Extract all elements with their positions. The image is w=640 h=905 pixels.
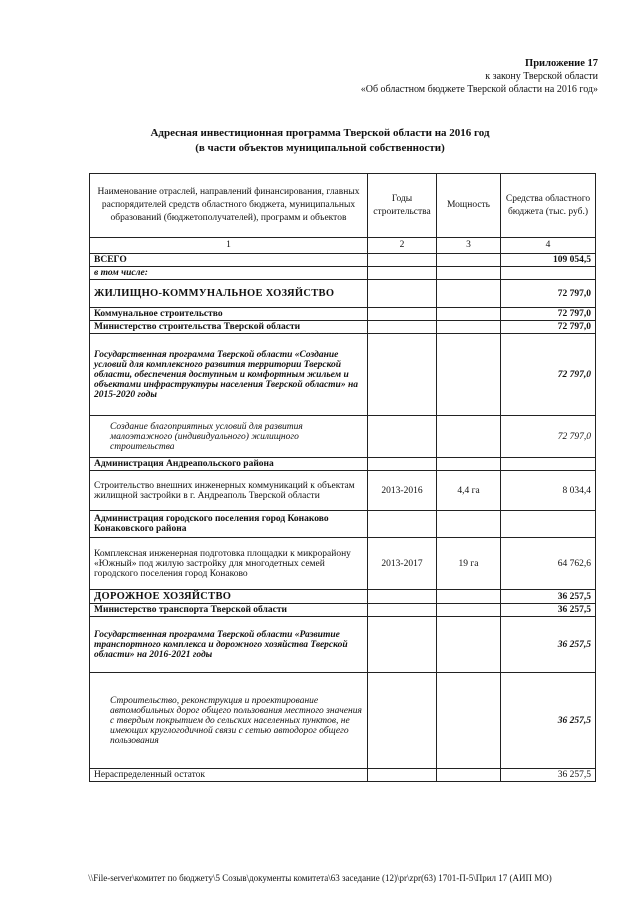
row-capacity xyxy=(437,604,501,617)
table-row-administration xyxy=(90,458,596,471)
row-capacity xyxy=(437,673,501,769)
row-years xyxy=(368,590,437,604)
row-years xyxy=(368,769,437,782)
row-capacity: 19 га xyxy=(437,538,501,590)
table-row-program xyxy=(90,617,596,673)
appendix-law-title: «Об областном бюджете Тверской области на 2016 год» xyxy=(360,84,598,95)
table-row-including xyxy=(90,267,596,280)
table-row-program xyxy=(90,334,596,416)
row-name: Государственная программа Тверской области «Создание условий для комплексного развития территории Тверской области, обеспечения доступным и комфортным жильем и объектами инфраструктуры населения Тверской области» на 2015-2020 годы xyxy=(90,334,368,416)
row-capacity xyxy=(437,458,501,471)
row-years xyxy=(368,308,437,321)
row-years xyxy=(368,321,437,334)
row-years xyxy=(368,511,437,538)
row-years xyxy=(368,604,437,617)
row-amount xyxy=(501,267,596,280)
table-row-subsection xyxy=(90,308,596,321)
row-amount: 72 797,0 xyxy=(501,308,596,321)
row-capacity xyxy=(437,254,501,267)
column-number: 4 xyxy=(501,238,596,254)
column-header-years: Годы строительства xyxy=(368,174,437,238)
row-amount: 72 797,0 xyxy=(501,334,596,416)
column-number: 1 xyxy=(90,238,368,254)
row-capacity xyxy=(437,267,501,280)
column-header-name: Наименование отраслей, направлений финансирования, главных распорядителей средств областного бюджета, муниципальных образований (бюджетополучателей), программ и объектов xyxy=(90,174,368,238)
row-capacity xyxy=(437,769,501,782)
column-header-capacity: Мощность xyxy=(437,174,501,238)
table-row-measure xyxy=(90,673,596,769)
row-years xyxy=(368,334,437,416)
row-amount xyxy=(501,511,596,538)
row-capacity xyxy=(437,617,501,673)
table-row-unallocated xyxy=(90,769,596,782)
table-row-section xyxy=(90,590,596,604)
table-row-measure xyxy=(90,416,596,458)
table-row-object xyxy=(90,471,596,511)
row-name: Министерство транспорта Тверской области xyxy=(90,604,368,617)
row-amount: 72 797,0 xyxy=(501,321,596,334)
column-header-amount: Средства областного бюджета (тыс. руб.) xyxy=(501,174,596,238)
title-line-1: Адресная инвестиционная программа Тверской области на 2016 год xyxy=(150,127,490,139)
row-years xyxy=(368,458,437,471)
row-name: Строительство внешних инженерных коммуникаций к объектам жилищной застройки в г. Андреаполь Тверской области xyxy=(90,471,368,511)
row-capacity xyxy=(437,511,501,538)
row-name: Администрация Андреапольского района xyxy=(90,458,368,471)
row-name: Министерство строительства Тверской области xyxy=(90,321,368,334)
appendix-header xyxy=(361,57,598,96)
investment-table xyxy=(89,173,596,782)
row-capacity xyxy=(437,334,501,416)
row-name: Строительство, реконструкция и проектирование автомобильных дорог общего пользования местного значения с твердым покрытием до сельских населенных пунктов, не имеющих круглогодичной связи с сетью автодорог общего пользования xyxy=(90,673,368,769)
row-name: Комплексная инженерная подготовка площадки к микрорайону «Южный» под жилую застройку для многодетных семей городского поселения город Конаково xyxy=(90,538,368,590)
row-name: ЖИЛИЩНО-КОММУНАЛЬНОЕ ХОЗЯЙСТВО xyxy=(90,280,368,308)
row-name: Государственная программа Тверской области «Развитие транспортного комплекса и дорожного хозяйства Тверской области» на 2016-2021 годы xyxy=(90,617,368,673)
row-name: Коммунальное строительство xyxy=(90,308,368,321)
row-years xyxy=(368,673,437,769)
appendix-law: к закону Тверской области xyxy=(485,71,598,82)
row-years xyxy=(368,617,437,673)
file-path-footer: \\File-server\комитет по бюджету\5 Созыв\документы комитета\63 заседание (12)\pr\zpr(63) 1701-П-5\Прил 17 (АИП МО) xyxy=(88,873,552,883)
row-years: 2013-2017 xyxy=(368,538,437,590)
document-title xyxy=(0,126,640,156)
row-name: в том числе: xyxy=(90,267,368,280)
row-capacity xyxy=(437,308,501,321)
row-capacity xyxy=(437,280,501,308)
row-years xyxy=(368,280,437,308)
row-capacity: 4,4 га xyxy=(437,471,501,511)
appendix-number: Приложение 17 xyxy=(525,58,598,69)
row-amount xyxy=(501,458,596,471)
row-amount: 64 762,6 xyxy=(501,538,596,590)
row-name: ВСЕГО xyxy=(90,254,368,267)
row-amount: 72 797,0 xyxy=(501,280,596,308)
row-amount: 36 257,5 xyxy=(501,769,596,782)
row-years: 2013-2016 xyxy=(368,471,437,511)
row-name: Создание благоприятных условий для развития малоэтажного (индивидуального) жилищного строительства xyxy=(90,416,368,458)
column-number: 3 xyxy=(437,238,501,254)
table-row-ministry xyxy=(90,321,596,334)
title-line-2: (в части объектов муниципальной собственности) xyxy=(195,142,445,154)
table-row-ministry xyxy=(90,604,596,617)
row-years xyxy=(368,254,437,267)
row-years xyxy=(368,416,437,458)
table-row-section xyxy=(90,280,596,308)
row-amount: 72 797,0 xyxy=(501,416,596,458)
row-name: ДОРОЖНОЕ ХОЗЯЙСТВО xyxy=(90,590,368,604)
row-name: Администрация городского поселения город Конаково Конаковского района xyxy=(90,511,368,538)
row-capacity xyxy=(437,321,501,334)
row-capacity xyxy=(437,590,501,604)
row-years xyxy=(368,267,437,280)
column-number: 2 xyxy=(368,238,437,254)
column-number-row xyxy=(90,238,596,254)
row-amount: 109 054,5 xyxy=(501,254,596,267)
table-row-administration xyxy=(90,511,596,538)
row-amount: 36 257,5 xyxy=(501,673,596,769)
table-row-object xyxy=(90,538,596,590)
row-amount: 36 257,5 xyxy=(501,617,596,673)
table-header-row xyxy=(90,174,596,238)
row-amount: 8 034,4 xyxy=(501,471,596,511)
row-capacity xyxy=(437,416,501,458)
table-row-total xyxy=(90,254,596,267)
row-amount: 36 257,5 xyxy=(501,590,596,604)
row-name: Нераспределенный остаток xyxy=(90,769,368,782)
row-amount: 36 257,5 xyxy=(501,604,596,617)
